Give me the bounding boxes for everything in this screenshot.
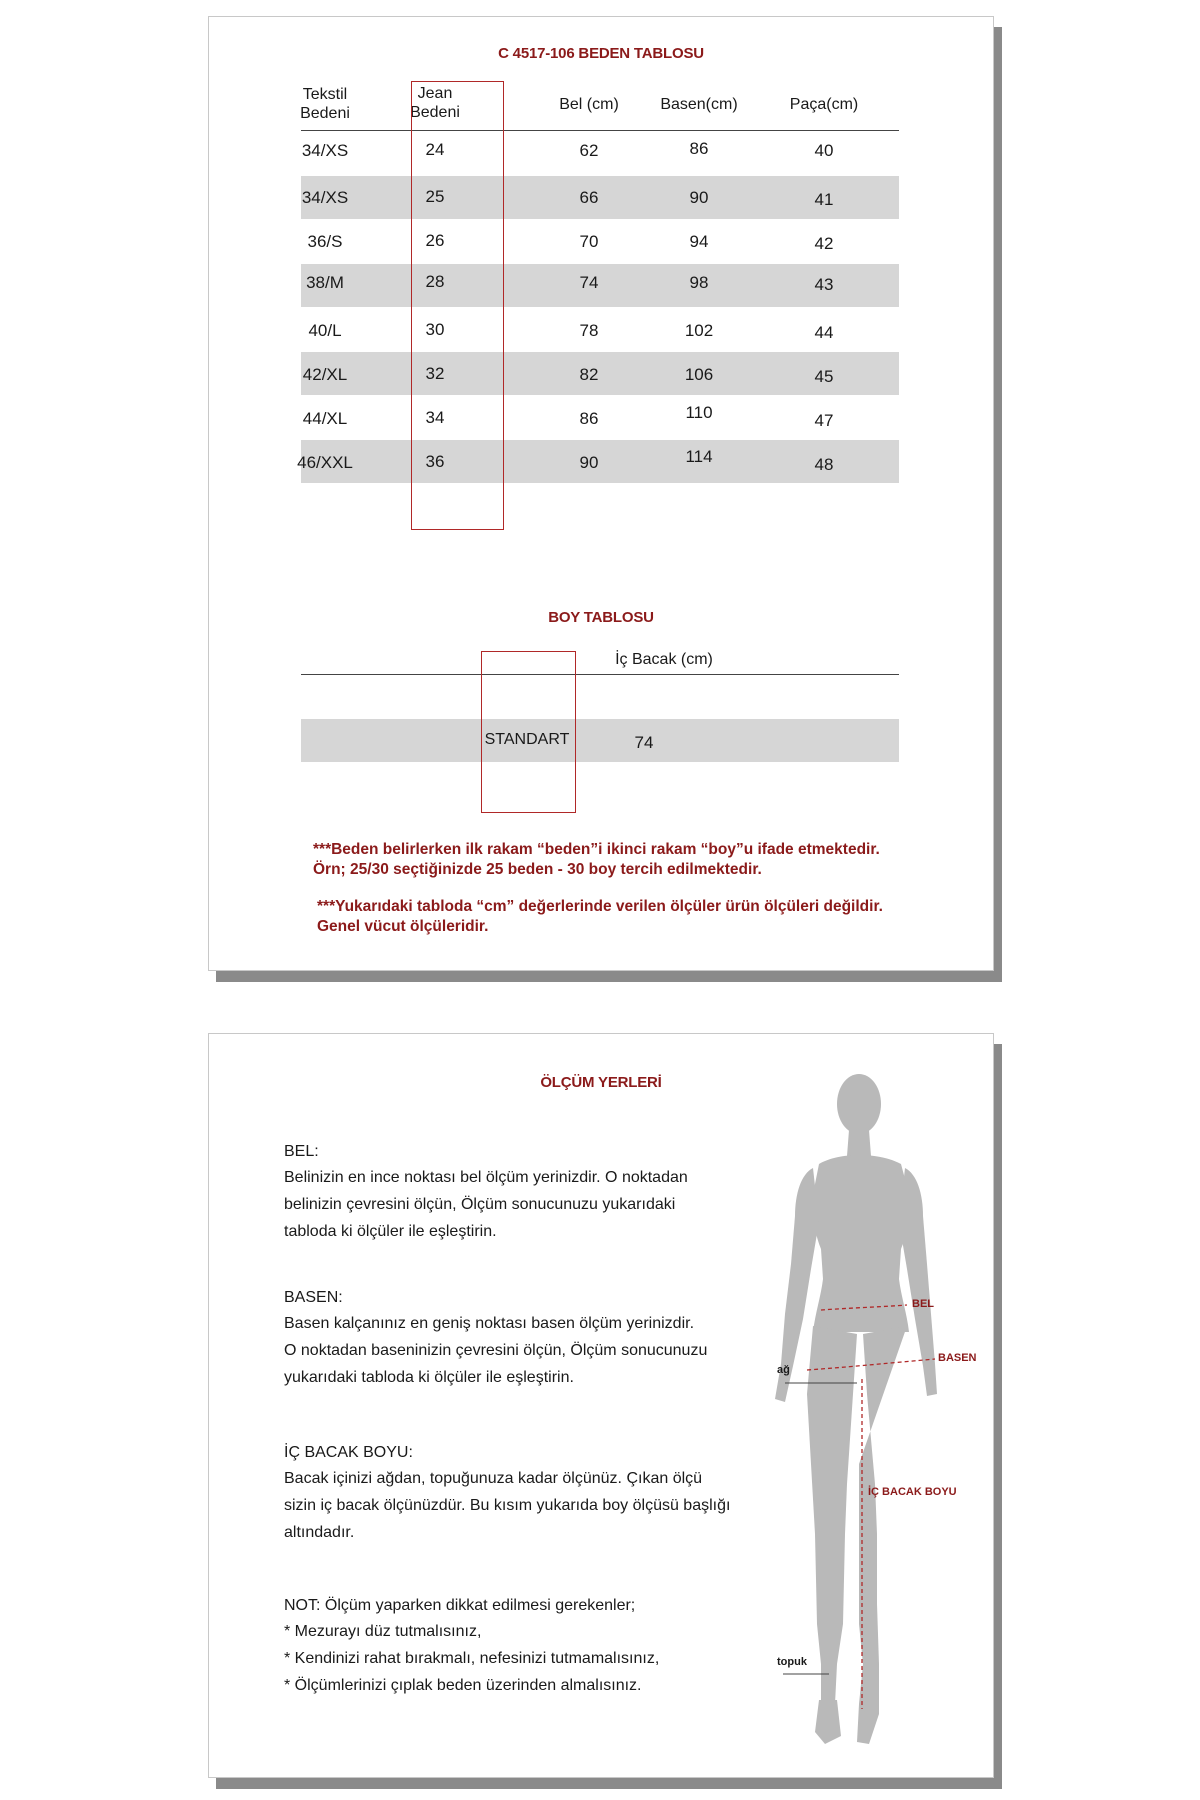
- section-hip-text: Basen kalçanınız en geniş noktası basen ölçüm yerinizdir. O noktadan baseninizin çevresini ölçün, Ölçüm sonucunuzu yukarıdaki tabloda ki ölçüler ile eşleştirin.: [284, 1315, 708, 1386]
- table-cell: 110: [685, 403, 713, 422]
- section-inseam-heading: İÇ BACAK BOYU:: [284, 1444, 413, 1461]
- section-hip-heading: BASEN:: [284, 1289, 343, 1306]
- table-cell: 34/XS: [301, 141, 349, 160]
- table-cell: 70: [579, 232, 599, 251]
- table-cell: 24: [425, 140, 445, 159]
- length-row-label: STANDART: [484, 731, 570, 748]
- table-cell: 42/XL: [302, 365, 348, 384]
- table-cell: 25: [425, 187, 445, 206]
- table-cell: 45: [814, 367, 834, 386]
- table-cell: 41: [814, 190, 834, 209]
- table-cell: 94: [689, 232, 709, 251]
- table-cell: 36: [425, 452, 445, 471]
- note-size-format: ***Beden belirlerken ilk rakam “beden”i ikinci rakam “boy”u ifade etmektedir. Örn; 25/30 seçtiğinizde 25 beden - 30 boy tercih edilmektedir.: [313, 841, 880, 878]
- table-cell: 43: [814, 275, 834, 294]
- size-chart-card: [208, 16, 994, 971]
- length-header-rule: [301, 674, 899, 675]
- table-cell: 30: [425, 320, 445, 339]
- table-cell: 86: [689, 139, 709, 158]
- table-cell: 106: [684, 365, 714, 384]
- table-cell: 40: [814, 141, 834, 160]
- table-cell: 66: [579, 188, 599, 207]
- table-cell: 114: [685, 447, 713, 466]
- header-jean-size: Jean Bedeni: [410, 85, 460, 121]
- table-cell: 78: [579, 321, 599, 340]
- table-cell: 74: [579, 273, 599, 292]
- measurement-card: [208, 1033, 994, 1778]
- table-cell: 62: [579, 141, 599, 160]
- table-cell: 38/M: [306, 273, 344, 292]
- table-cell: 86: [579, 409, 599, 428]
- jean-column-highlight: [411, 81, 504, 530]
- length-table-header: İç Bacak (cm): [615, 651, 713, 668]
- table-cell: 26: [425, 231, 445, 250]
- table-cell: 82: [579, 365, 599, 384]
- size-table-title: C 4517-106 BEDEN TABLOSU: [498, 45, 704, 62]
- waist-line: [821, 1305, 907, 1310]
- table-cell: 44: [814, 323, 834, 342]
- table-cell: 90: [579, 453, 599, 472]
- header-hem: Paça(cm): [789, 96, 859, 113]
- section-waist-text: Belinizin en ince noktası bel ölçüm yerinizdir. O noktadan belinizin çevresini ölçün, Ölçüm sonucunuzu yukarıdaki tabloda ki ölçüler ile eşleştirin.: [284, 1169, 688, 1240]
- table-cell: 34/XS: [301, 188, 349, 207]
- header-waist: Bel (cm): [559, 96, 619, 113]
- header-rule: [301, 130, 899, 131]
- table-cell: 98: [689, 273, 709, 292]
- note-body-measurements: ***Yukarıdaki tabloda “cm” değerlerinde verilen ölçüler ürün ölçüleri değildir. Genel vücut ölçüleridir.: [317, 898, 883, 935]
- section-waist-heading: BEL:: [284, 1143, 319, 1160]
- header-textile-size: Tekstil Bedeni: [300, 86, 350, 122]
- header-hip: Basen(cm): [660, 96, 738, 113]
- section-note-list: * Mezurayı düz tutmalısınız, * Kendinizi rahat bırakmalı, nefesinizi tutmamalısınız, * Ölçümlerinizi çıplak beden üzerinden almalısınız.: [284, 1623, 660, 1694]
- section-note-heading: NOT: Ölçüm yaparken dikkat edilmesi gerekenler;: [284, 1597, 636, 1614]
- table-cell: 46/XXL: [297, 453, 353, 472]
- length-table-title: BOY TABLOSU: [548, 609, 654, 626]
- inseam-label: İÇ BACAK BOYU: [868, 1486, 957, 1498]
- table-cell: 36/S: [307, 232, 343, 251]
- section-inseam-text: Bacak içinizi ağdan, topuğunuza kadar ölçünüz. Çıkan ölçü sizin iç bacak ölçünüzdür. Bu kısım yukarıda boy ölçüsü başlığı altındadır.: [284, 1470, 731, 1541]
- length-row-value: 74: [634, 733, 654, 752]
- table-cell: 28: [425, 272, 445, 291]
- crotch-label: ağ: [777, 1364, 790, 1376]
- table-cell: 48: [814, 455, 834, 474]
- heel-label: topuk: [777, 1656, 807, 1668]
- row-band: [301, 719, 899, 762]
- table-cell: 40/L: [308, 321, 342, 340]
- hip-label: BASEN: [938, 1352, 977, 1364]
- table-cell: 32: [425, 364, 445, 383]
- waist-label: BEL: [912, 1298, 934, 1310]
- table-cell: 90: [689, 188, 709, 207]
- table-cell: 47: [814, 411, 834, 430]
- measure-title: ÖLÇÜM YERLERİ: [540, 1074, 662, 1091]
- table-cell: 42: [814, 234, 834, 253]
- table-cell: 44/XL: [302, 409, 348, 428]
- table-cell: 34: [425, 408, 445, 427]
- table-cell: 102: [684, 321, 714, 340]
- hip-line: [807, 1359, 935, 1370]
